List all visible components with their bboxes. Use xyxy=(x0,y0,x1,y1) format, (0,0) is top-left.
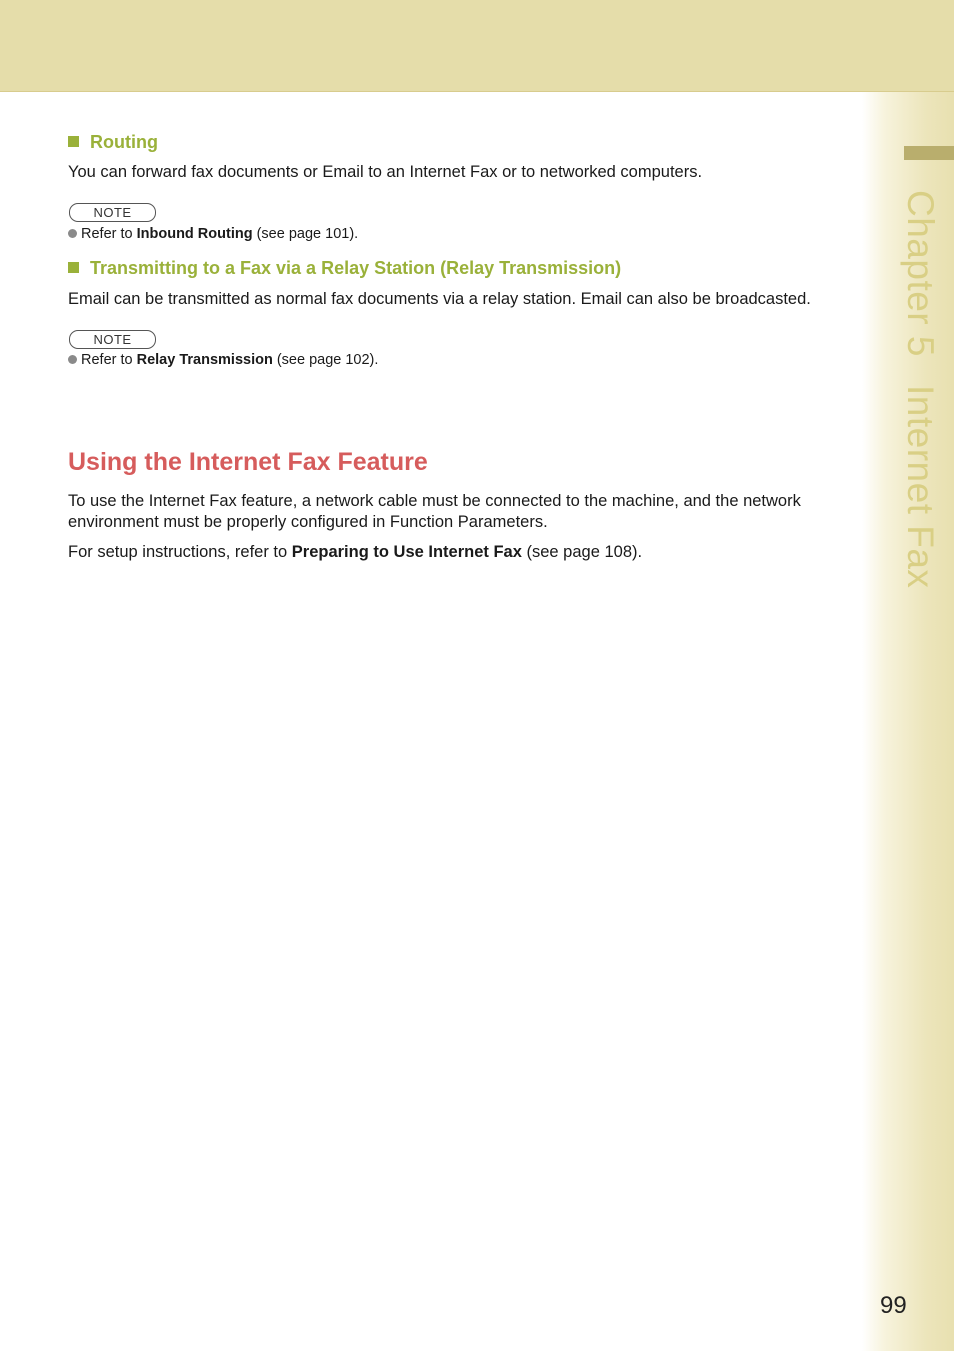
routing-heading: Routing xyxy=(68,132,158,153)
internet-fax-para2: For setup instructions, refer to Preparing to Use Internet Fax (see page 108). xyxy=(68,543,643,561)
note-badge: NOTE xyxy=(69,330,156,349)
routing-body: You can forward fax documents or Email to an Internet Fax or to networked computers. xyxy=(68,163,703,181)
note-badge: NOTE xyxy=(69,203,156,222)
chapter-title-label: Internet Fax xyxy=(900,385,941,589)
relay-note-link: Relay Transmission xyxy=(136,352,273,368)
relay-heading: Transmitting to a Fax via a Relay Station (Relay Transmission) xyxy=(68,258,621,279)
square-bullet-icon xyxy=(68,136,79,147)
setup-reference: Preparing to Use Internet Fax xyxy=(291,543,522,561)
routing-note-link: Inbound Routing xyxy=(136,226,253,242)
page-number: 99 xyxy=(880,1292,907,1319)
relay-note: Refer to Relay Transmission (see page 102). xyxy=(68,352,378,368)
square-bullet-icon xyxy=(68,262,79,273)
section-title: Using the Internet Fax Feature xyxy=(68,448,428,476)
chapter-label xyxy=(900,190,940,588)
header-band xyxy=(0,0,954,92)
chapter-tab-marker xyxy=(904,146,954,160)
internet-fax-para1: To use the Internet Fax feature, a network cable must be connected to the machine, and the network environment must be properly configured in Function Parameters. xyxy=(68,492,801,531)
chapter-number-label: Chapter 5 xyxy=(900,190,941,357)
bullet-dot-icon xyxy=(68,229,77,238)
routing-note: Refer to Inbound Routing (see page 101). xyxy=(68,226,358,242)
relay-body: Email can be transmitted as normal fax documents via a relay station. Email can also be broadcasted. xyxy=(68,290,811,308)
bullet-dot-icon xyxy=(68,355,77,364)
